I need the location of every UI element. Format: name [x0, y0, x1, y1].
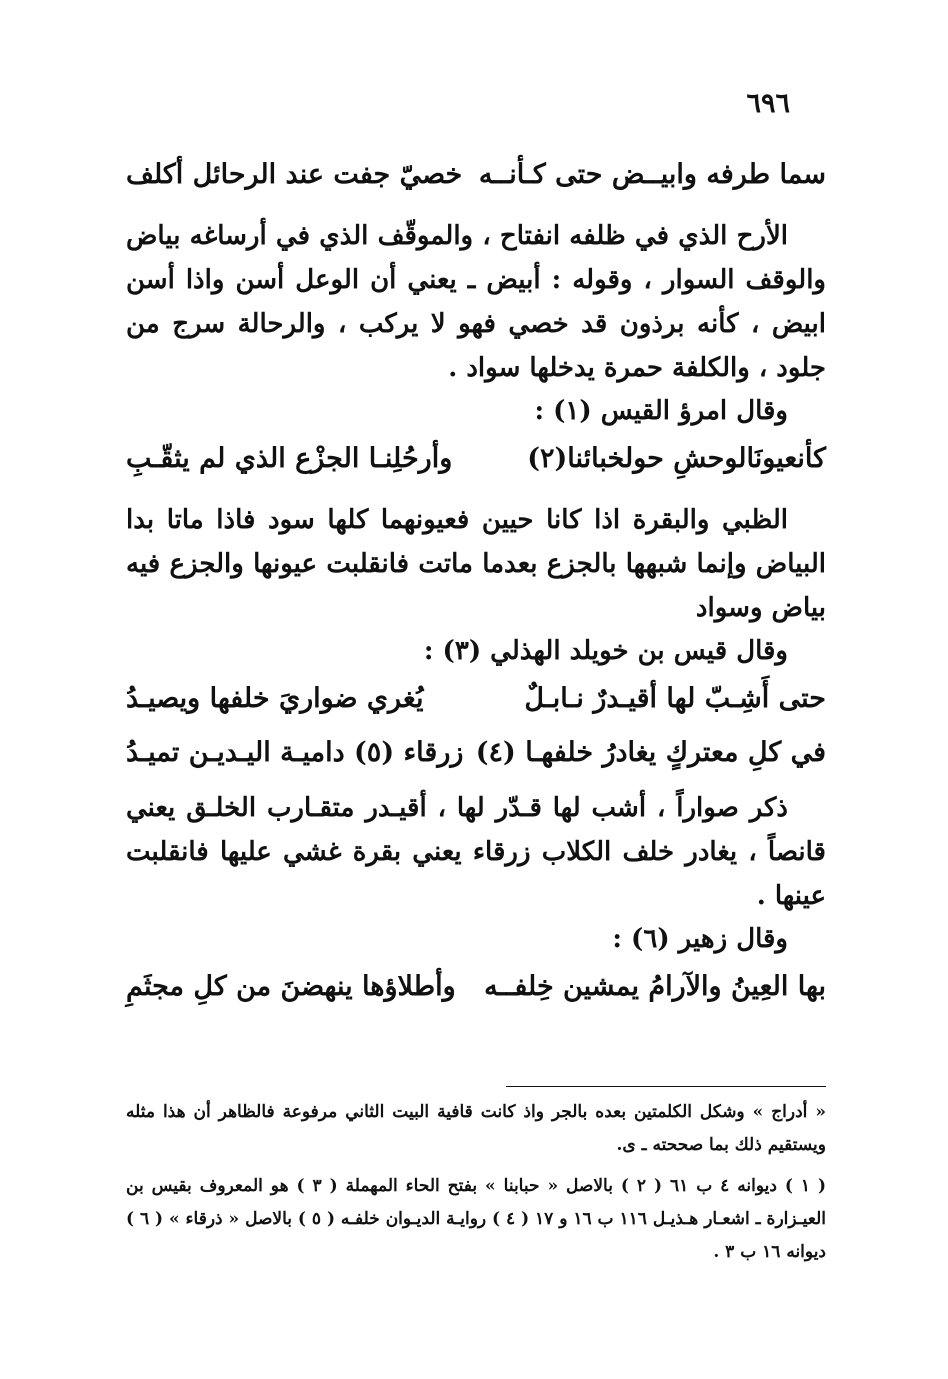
verse-introduction: وقال امرؤ القيس (١) : [534, 396, 788, 426]
verse-first-hemistich: حتى أَشِـبّ لها أقيـدرٌ نـابـلٌ [524, 683, 826, 714]
verse-second-hemistich: وأرحُلِنـا الجزْع الذي لم يثقّـبِ [126, 443, 453, 474]
footnote-continuation: « أدراج » وشكل الكلمتين بعده بالجر واذ كانت قافية البيت الثاني مرفوعة فالظاهر أن هذا مثله ويستقيم ذلك بما صححته ـ ى. [126, 1102, 826, 1155]
footnotes [126, 1096, 826, 1269]
verse-line [126, 148, 826, 202]
verse-line [126, 432, 826, 486]
commentary-paragraph: الأرح الذي في ظلفه انفتاح ، والموقّف الذي في أرساغه بياض والوقف السوار ، وقوله : أبيض ـ يعني أن الوعل أسن واذا أسن ابيض ، كأنه برذون قد خصي فهو لا يركب ، والرحالة سرج من جلود ، والكلفة حمرة يدخلها سواد . [126, 221, 826, 383]
verse-first-hemistich: في كلِ معتركٍ يغادرُ خلفهـا (٤) [475, 737, 826, 768]
verse-first-hemistich: كأنعيونَالوحشِ حولخبائنا(٢) [527, 443, 826, 474]
verse-line [126, 960, 826, 1014]
verse-first-hemistich: بها العِينُ والآرامُ يمشين خِلفــه [484, 971, 826, 1002]
page-number: ٦٩٦ [746, 88, 790, 119]
verse-second-hemistich: خصيّ جفت عند الرحائل أكلف [126, 159, 463, 190]
verse-line [126, 726, 826, 780]
verse-first-hemistich: سما طرفه وابيــض حتى كـأنــه [478, 159, 826, 190]
verse-line [126, 672, 826, 726]
footnote-separator [506, 1086, 826, 1087]
commentary-paragraph: الظبي والبقرة اذا كانا حيين فعيونهما كلها سود فاذا ماتا بدا البياض وإنما شبهها بالجزع بعدما ماتت فانقلبت عيونها والجزع فيه بياض وسواد [126, 505, 826, 623]
verse-introduction: وقال زهير (٦) : [612, 924, 788, 954]
verse-introduction: وقال قيس بن خويلد الهذلي (٣) : [423, 636, 788, 666]
verse-second-hemistich: وأطلاؤها ينهضنَ من كلِ مجثَمِ [126, 971, 456, 1002]
commentary-paragraph: ذكر صواراً ، أشب لها قـدّر لها ، أقيـدر متقـارب الخلـق يعني قانصاً ، يغادر خلف الكلاب زرقاء يعني بقرة غشي عليها فانقلبت عينها . [126, 793, 826, 911]
footnote-list: ( ١ ) ديوانه ٤ ب ٦١ ( ٢ ) بالاصل « حبابنا » بفتح الحاء المهملة ( ٣ ) هو المعروف بقيس بن العيـزارة ـ اشعـار هـذيـل ١١٦ ب ١٦ و ١٧ ( ٤ ) روايـة الديـوان خلفـه ( ٥ ) بالاصل « ذرقاء » ( ٦ ) ديوانه ١٦ ب ٣ . [126, 1176, 826, 1262]
verse-second-hemistich: يُغري ضواريَ خلفها ويصيـدُ [126, 683, 424, 714]
verse-second-hemistich: زرقاء (٥) داميـة اليـديـن تميـدُ [126, 737, 464, 768]
main-text [126, 148, 826, 1014]
